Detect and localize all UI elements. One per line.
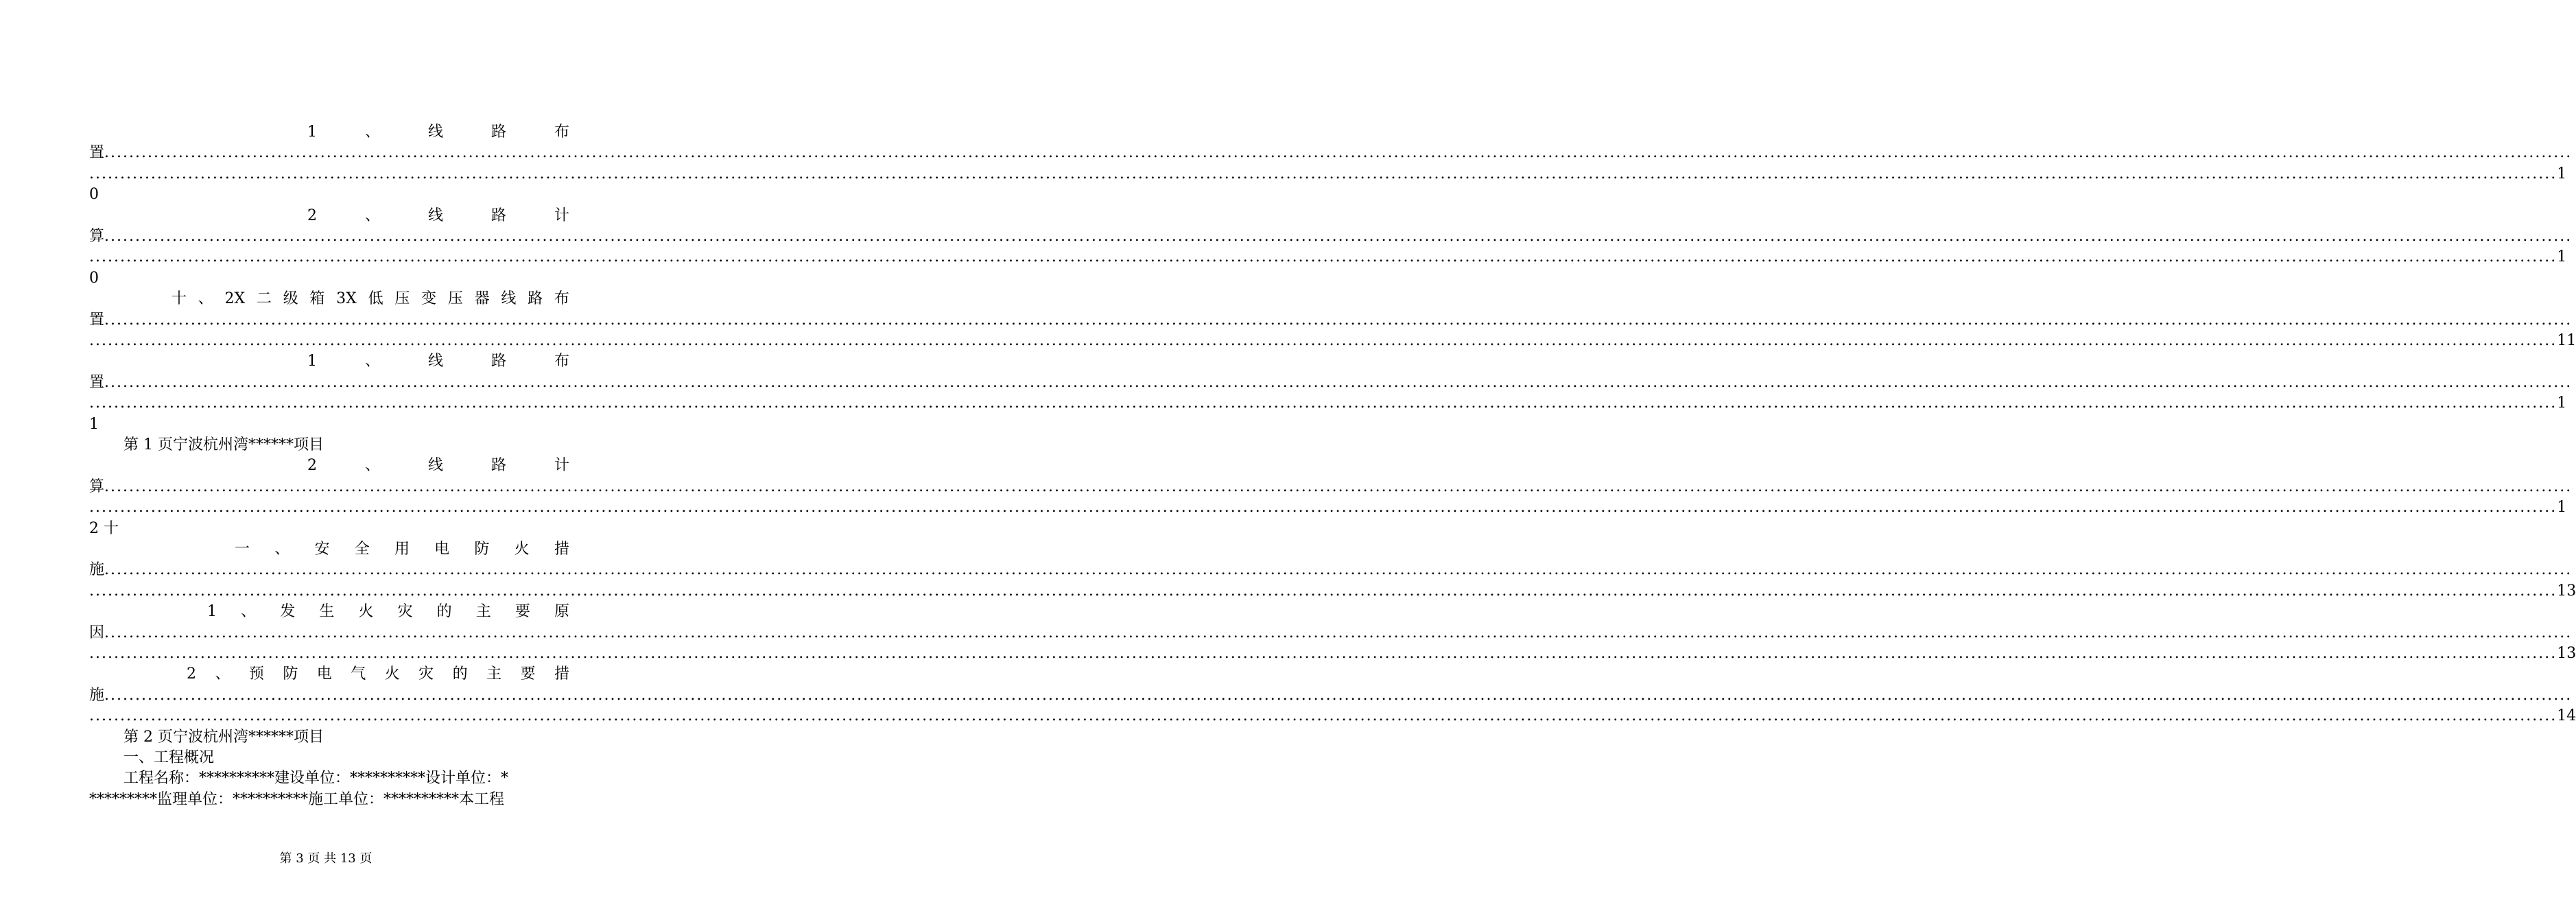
text-line: 0 [89,186,99,204]
toc-heading-char: 电 [434,541,450,558]
toc-heading-char: 路 [491,457,506,475]
toc-leader-dots: ................................................................................................................................................................................................................................................................................................................................................................................................................ [89,582,2557,600]
toc-heading-char: 气 [351,665,366,683]
toc-heading-char: 十 [172,290,187,308]
toc-leader-dots: ................................................................................................................................................................................................................................................................................................................................................................................................................ [104,228,2573,245]
toc-page-number: 14 [2557,707,2576,725]
toc-heading-line [207,602,569,622]
toc-lead-char: 置 [89,144,105,162]
text-line: 第 1 页宁波杭州湾******项目 [123,436,324,453]
toc-heading-char: 、 [364,123,380,141]
text-line: 工程名称：**********建设单位：**********设计单位：* [123,770,509,788]
toc-heading-char: 用 [394,541,410,558]
toc-lead-char: 置 [89,311,105,329]
toc-leader-line [89,497,2567,518]
toc-heading-char: 计 [554,206,569,224]
toc-heading-char: 线 [427,123,443,141]
toc-heading-char: 压 [394,290,410,308]
toc-leader-line [89,143,2573,163]
toc-heading-char: 2 [187,665,196,683]
toc-leader-line [89,226,2573,247]
toc-heading-line [172,289,569,309]
toc-page-number: 11 [2557,332,2576,349]
toc-leader-dots: ................................................................................................................................................................................................................................................................................................................................................................................................................ [104,373,2573,391]
toc-heading-char: 2 [307,206,317,224]
text-line: 0 [89,269,99,287]
toc-heading-char: 、 [241,603,257,621]
toc-heading-char: 路 [491,353,506,370]
toc-heading-char: 预 [248,665,264,683]
toc-heading-char: 布 [554,290,569,308]
toc-leader-dots: ................................................................................................................................................................................................................................................................................................................................................................................................................ [89,707,2557,725]
toc-heading-char: 1 [307,123,317,141]
toc-heading-line [307,456,569,476]
toc-heading-char: 灾 [418,665,434,683]
toc-heading-char: 线 [427,206,443,224]
toc-heading-char: 电 [316,665,332,683]
toc-leader-dots: ................................................................................................................................................................................................................................................................................................................................................................................................................ [89,499,2557,517]
toc-heading-char: 主 [486,665,502,683]
toc-heading-char: 线 [427,353,443,370]
toc-heading-char: 防 [474,541,490,558]
toc-leader-dots: ................................................................................................................................................................................................................................................................................................................................................................................................................ [104,686,2573,704]
toc-heading-char: 防 [283,665,298,683]
toc-heading-char: 2X [224,290,246,308]
toc-heading-char: 布 [554,353,569,370]
toc-heading-char: 1 [307,353,317,370]
toc-leader-dots: ................................................................................................................................................................................................................................................................................................................................................................................................................ [104,311,2573,329]
toc-heading-char: 要 [520,665,536,683]
toc-leader-line [89,393,2567,414]
toc-leader-line [89,373,2573,393]
toc-heading-char: 措 [554,541,569,558]
toc-heading-char: 全 [354,541,370,558]
toc-leader-line [89,331,2576,351]
toc-heading-char: 、 [364,353,380,370]
toc-leader-dots: ................................................................................................................................................................................................................................................................................................................................................................................................................ [89,332,2557,349]
toc-page-number: 1 [2557,499,2567,517]
toc-heading-char: 措 [554,665,569,683]
toc-leader-line [89,247,2567,268]
toc-leader-dots: ................................................................................................................................................................................................................................................................................................................................................................................................................ [89,645,2557,662]
toc-page-number: 1 [2557,165,2567,182]
toc-leader-line [89,685,2573,706]
toc-leader-dots: ................................................................................................................................................................................................................................................................................................................................................................................................................ [104,477,2573,495]
toc-heading-char: 线 [427,457,443,475]
toc-heading-char: 、 [198,290,213,308]
toc-leader-line [89,477,2573,497]
text-line: 一、工程概况 [123,749,215,766]
toc-leader-line [89,560,2573,580]
toc-leader-line [89,164,2567,185]
toc-lead-char: 置 [89,373,105,391]
toc-heading-char: 二 [256,290,272,308]
toc-heading-char: 的 [452,665,468,683]
toc-heading-char: 发 [280,603,296,621]
toc-page-number: 1 [2557,394,2567,412]
toc-heading-char: 变 [421,290,437,308]
toc-heading-char: 1 [207,603,217,621]
toc-heading-char: 生 [319,603,335,621]
toc-heading-char: 主 [475,603,491,621]
toc-heading-char: 低 [368,290,383,308]
toc-heading-line [307,122,569,143]
toc-heading-line [235,539,569,560]
text-line: 第 2 页宁波杭州湾******项目 [123,728,324,746]
toc-heading-line [187,664,569,685]
toc-heading-char: 、 [274,541,290,558]
toc-heading-char: 计 [554,457,569,475]
toc-heading-char: 、 [215,665,231,683]
toc-lead-char: 算 [89,228,105,245]
toc-leader-line [89,623,2573,643]
text-line: *********监理单位：**********施工单位：**********本工程 [89,790,505,808]
toc-leader-dots: ................................................................................................................................................................................................................................................................................................................................................................................................................ [104,624,2573,641]
toc-leader-dots: ................................................................................................................................................................................................................................................................................................................................................................................................................ [89,248,2557,266]
toc-leader-line [89,643,2576,664]
toc-heading-line [307,206,569,226]
text-line: 2 十 [89,519,119,537]
toc-heading-char: 火 [358,603,374,621]
toc-lead-char: 因 [89,624,105,641]
toc-leader-dots: ................................................................................................................................................................................................................................................................................................................................................................................................................ [104,144,2573,162]
toc-heading-char: 火 [514,541,530,558]
toc-heading-char: 原 [554,603,569,621]
toc-heading-line [307,351,569,372]
toc-heading-char: 火 [384,665,400,683]
document-page [89,0,2576,922]
toc-leader-dots: ................................................................................................................................................................................................................................................................................................................................................................................................................ [104,561,2573,579]
toc-leader-line [89,706,2576,726]
toc-heading-char: 、 [364,206,380,224]
toc-leader-dots: ................................................................................................................................................................................................................................................................................................................................................................................................................ [89,165,2557,182]
toc-heading-char: 级 [283,290,298,308]
toc-heading-char: 线 [501,290,517,308]
toc-page-number: 13 [2557,582,2576,600]
toc-heading-char: 器 [474,290,490,308]
toc-heading-char: 要 [515,603,530,621]
toc-leader-dots: ................................................................................................................................................................................................................................................................................................................................................................................................................ [89,394,2557,412]
toc-heading-char: 的 [436,603,452,621]
toc-leader-line [89,310,2573,331]
toc-heading-char: 一 [235,541,250,558]
text-line: 1 [89,415,99,433]
toc-page-number: 1 [2557,248,2567,266]
toc-heading-char: 布 [554,123,569,141]
toc-heading-char: 路 [528,290,543,308]
toc-heading-char: 2 [307,457,317,475]
toc-page-number: 13 [2557,645,2576,662]
toc-lead-char: 算 [89,477,105,495]
toc-heading-char: 安 [314,541,330,558]
toc-lead-char: 施 [89,561,105,579]
toc-lead-char: 施 [89,686,105,704]
toc-heading-char: 箱 [309,290,325,308]
toc-heading-char: 路 [491,206,506,224]
toc-heading-char: 灾 [397,603,413,621]
toc-leader-line [89,581,2576,602]
toc-heading-char: 、 [364,457,380,475]
toc-heading-char: 压 [447,290,463,308]
toc-heading-char: 路 [491,123,506,141]
toc-heading-char: 3X [336,290,357,308]
page-footer: 第 3 页 共 13 页 [279,851,373,866]
